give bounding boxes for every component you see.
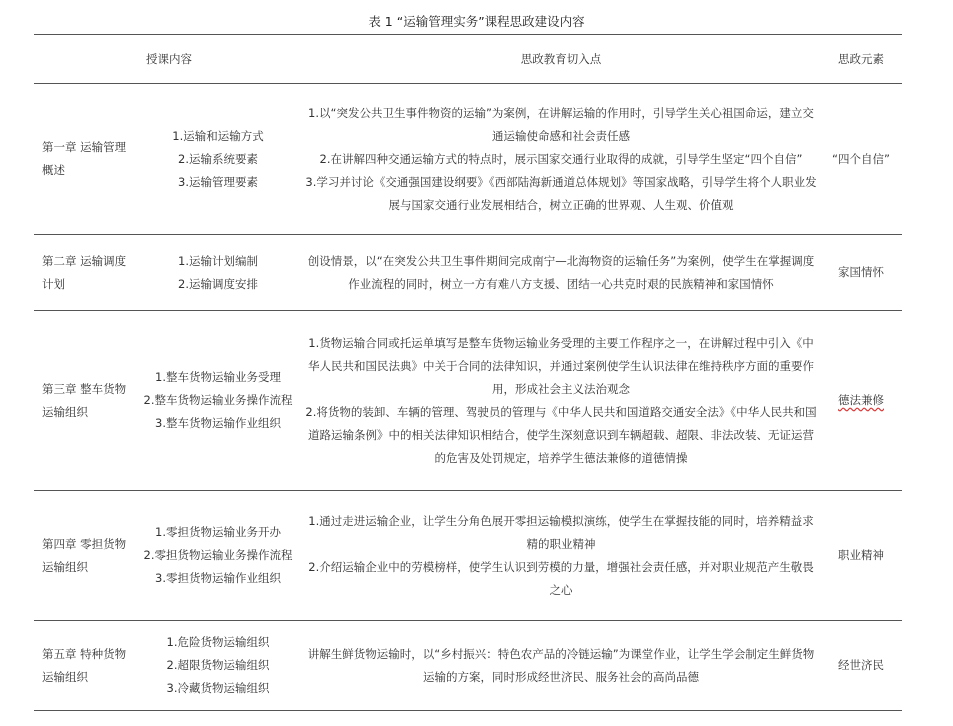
table-caption: 表 1 “运输管理实务”课程思政建设内容 <box>368 14 585 29</box>
table-row <box>34 84 902 235</box>
entry-points-cell <box>302 84 820 235</box>
element-cell: “四个自信” <box>820 84 902 235</box>
content-item: 3.零担货物运输作业组织 <box>155 571 281 585</box>
element-text: 德法兼修 <box>838 393 884 407</box>
content-item: 2.运输调度安排 <box>178 276 258 291</box>
entry-points-cell <box>302 311 820 491</box>
header-elements: 思政元素 <box>820 35 902 84</box>
chapter-cell: 第一章 运输管理概述 <box>34 84 134 235</box>
element-cell: 职业精神 <box>820 491 902 621</box>
chapter-cell: 第五章 特种货物运输组织 <box>34 621 134 711</box>
table-row <box>34 621 902 711</box>
entry-points-cell <box>302 491 820 621</box>
entry-points-cell <box>302 235 820 311</box>
entry-point: 2.将货物的装卸、车辆的管理、驾驶员的管理与《中华人民共和国道路交通安全法》《中华人民共和国道路运输条例》中的相关法律知识相结合，使学生深刻意识到车辆超载、超限、非法改装、无证运营的危害及处罚规定，培养学生德法兼修的道德情操 <box>305 404 817 465</box>
table-header-row <box>34 35 902 84</box>
entry-points-cell <box>302 621 820 711</box>
entry-point: 2.在讲解四种交通运输方式的特点时，展示国家交通行业取得的成就，引导学生坚定“四个自信” <box>319 151 803 166</box>
entry-point: 3.学习并讨论《交通强国建设纲要》《西部陆海新通道总体规划》等国家战略，引导学生将个人职业发展与国家交通行业发展相结合，树立正确的世界观、人生观、价值观 <box>305 174 817 212</box>
content-cell <box>134 491 302 621</box>
entry-point: 讲解生鲜货物运输时，以“乡村振兴：特色农产品的冷链运输”为课堂作业，让学生学会制定生鲜货物运输的方案，同时形成经世济民、服务社会的高尚品德 <box>307 646 815 684</box>
content-cell <box>134 621 302 711</box>
content-item: 2.运输系统要素 <box>178 151 258 166</box>
entry-point: 1.通过走进运输企业，让学生分角色展开零担运输模拟演练，使学生在掌握技能的同时，培养精益求精的职业精神 <box>308 513 814 551</box>
entry-point: 1.货物运输合同或托运单填写是整车货物运输业务受理的主要工作程序之一，在讲解过程中引入《中华人民共和国民法典》中关于合同的法律知识，并通过案例使学生认识法律在维持秩序方面的重要作用，形成社会主义法治观念 <box>308 335 814 396</box>
content-cell <box>134 311 302 491</box>
header-content: 授课内容 <box>34 35 302 84</box>
header-entry-points: 思政教育切入点 <box>302 35 820 84</box>
chapter-cell: 第四章 零担货物运输组织 <box>34 491 134 621</box>
entry-point: 创设情景，以“在突发公共卫生事件期间完成南宁—北海物资的运输任务”为案例，使学生在掌握调度作业流程的同时，树立一方有难八方支援、团结一心共克时艰的民族精神和家国情怀 <box>307 253 815 291</box>
content-cell <box>134 84 302 235</box>
content-cell <box>134 235 302 311</box>
content-item: 2.零担货物运输业务操作流程 <box>143 548 293 562</box>
content-item: 2.超限货物运输组织 <box>166 658 270 672</box>
element-cell <box>820 311 902 491</box>
course-table <box>34 34 902 711</box>
table-row <box>34 311 902 491</box>
content-item: 1.危险货物运输组织 <box>166 635 270 649</box>
content-item: 2.整车货物运输业务操作流程 <box>143 393 293 407</box>
content-item: 1.整车货物运输业务受理 <box>155 370 281 384</box>
content-item: 1.运输计划编制 <box>178 253 258 268</box>
content-item: 1.零担货物运输业务开办 <box>155 525 281 539</box>
table-row <box>34 235 902 311</box>
content-item: 3.整车货物运输作业组织 <box>155 416 281 430</box>
chapter-cell: 第二章 运输调度计划 <box>34 235 134 311</box>
element-cell: 经世济民 <box>820 621 902 711</box>
content-item: 3.运输管理要素 <box>178 174 258 189</box>
table-row <box>34 491 902 621</box>
entry-point: 1.以“突发公共卫生事件物资的运输”为案例，在讲解运输的作用时，引导学生关心祖国命运，建立交通运输使命感和社会责任感 <box>308 105 814 143</box>
content-item: 1.运输和运输方式 <box>172 128 264 143</box>
element-cell: 家国情怀 <box>820 235 902 311</box>
entry-point: 2.介绍运输企业中的劳模榜样，使学生认识到劳模的力量，增强社会责任感，并对职业规范产生敬畏之心 <box>308 559 814 597</box>
content-item: 3.冷藏货物运输组织 <box>166 681 270 695</box>
chapter-cell: 第三章 整车货物运输组织 <box>34 311 134 491</box>
